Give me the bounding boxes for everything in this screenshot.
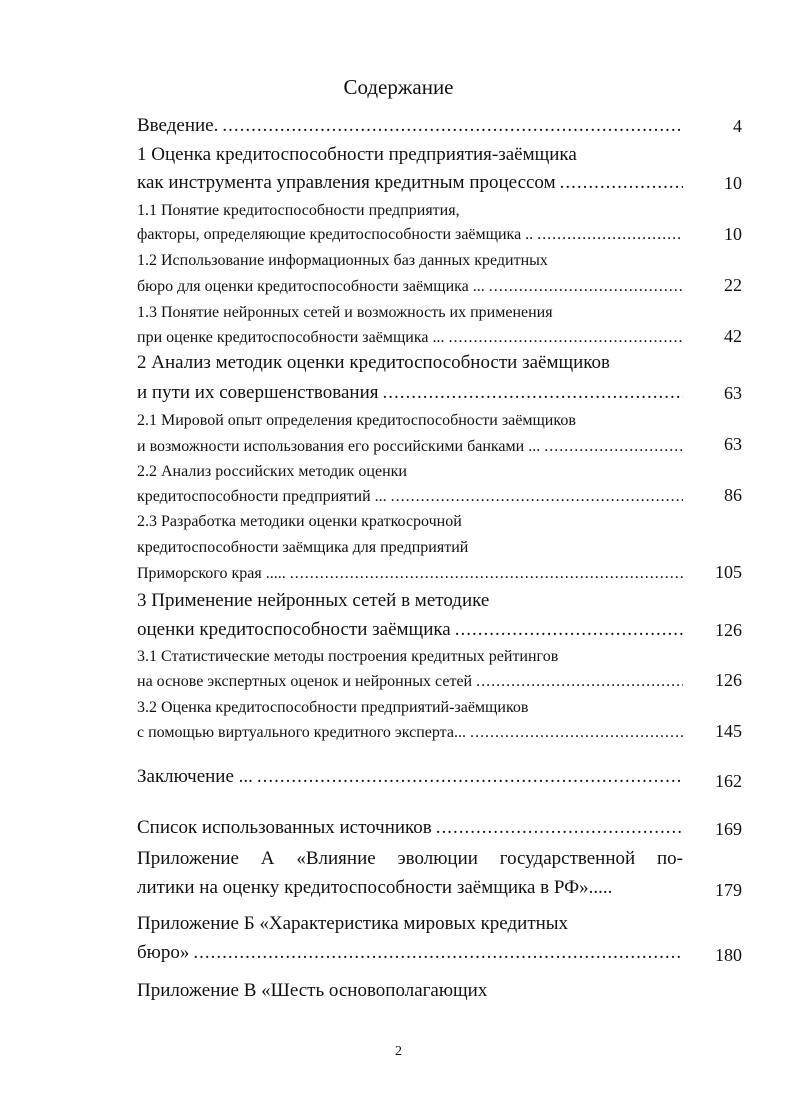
toc-entry-chapter-1-cont[interactable]: как инструмента управления кредитным процессом ..... (137, 170, 683, 196)
dot-leader (540, 436, 683, 458)
dot-leader (444, 327, 683, 349)
page-number-footer: 2 (395, 1044, 402, 1059)
toc-entry-section-2-2-cont[interactable]: кредитоспособности предприятий ... ..... (137, 486, 683, 508)
toc-page-number: 42 (724, 326, 742, 346)
toc-entry-section-3-1[interactable]: 3.1 Статистические методы построения кредитных рейтингов (137, 648, 559, 665)
dot-leader (432, 815, 683, 841)
toc-page-number: 86 (724, 485, 742, 505)
toc-page-number: 180 (715, 945, 742, 965)
toc-page-number: 169 (715, 819, 742, 839)
toc-entry-appendix-b-cont[interactable]: бюро» ..... (137, 940, 683, 966)
dot-leader (485, 276, 683, 298)
toc-entry-section-1-2-cont[interactable]: бюро для оценки кредитоспособности заёмщика ... ..... (137, 276, 683, 298)
toc-entry-section-2-3-cont2[interactable]: Приморского края ..... ..... (137, 563, 683, 585)
toc-entry-section-1-1[interactable]: 1.1 Понятие кредитоспособности предприятия, (137, 202, 460, 219)
toc-entry-section-2-1-cont[interactable]: и возможности использования его российскими банками ... ..... (137, 436, 683, 458)
toc-entry-section-3-2-cont[interactable]: с помощью виртуального кредитного эксперта... ..... (137, 722, 683, 744)
toc-entry-appendix-a-cont[interactable]: литики на оценку кредитоспособности заёмщика в РФ»..... (137, 877, 613, 898)
dot-leader (189, 940, 683, 966)
dot-leader (451, 617, 683, 643)
toc-entry-section-1-2[interactable]: 1.2 Использование информационных баз данных кредитных (137, 252, 548, 269)
toc-entry-references[interactable]: Список использованных источников ..... (137, 815, 683, 841)
toc-entry-conclusion[interactable]: Заключение ... ..... (137, 764, 683, 790)
dot-leader (472, 671, 683, 693)
dot-leader (253, 764, 683, 790)
toc-entry-chapter-2-cont[interactable]: и пути их совершенствования ..... (137, 380, 683, 406)
toc-page-number: 126 (715, 670, 742, 690)
dot-leader (286, 563, 683, 585)
toc-entry-section-2-3[interactable]: 2.3 Разработка методики оценки краткосрочной (137, 513, 462, 530)
toc-entry-chapter-3-cont[interactable]: оценки кредитоспособности заёмщика ..... (137, 617, 683, 643)
toc-entry-section-2-3-cont[interactable]: кредитоспособности заёмщика для предприятий (137, 539, 469, 556)
toc-page-number: 126 (715, 620, 742, 640)
toc-entry-section-1-3-cont[interactable]: при оценке кредитоспособности заёмщика ... ..... (137, 327, 683, 349)
toc-entry-introduction[interactable]: Введение. ..... (137, 113, 683, 139)
toc-entry-chapter-1[interactable]: 1 Оценка кредитоспособности предприятия-заёмщика (137, 144, 577, 165)
toc-page-number: 10 (724, 173, 742, 193)
dot-leader (556, 170, 683, 196)
toc-page-number: 105 (715, 562, 742, 582)
toc-entry-section-1-3[interactable]: 1.3 Понятие нейронных сетей и возможность их применения (137, 304, 553, 321)
dot-leader (387, 486, 683, 508)
toc-page-number: 162 (715, 771, 742, 791)
toc-entry-section-3-1-cont[interactable]: на основе экспертных оценок и нейронных сетей ..... (137, 671, 683, 693)
toc-page-number: 10 (724, 224, 742, 244)
toc-entry-appendix-a[interactable]: Приложение А «Влияние эволюции государственной по- (137, 848, 683, 869)
toc-page-number: 4 (733, 116, 742, 136)
toc-title: Содержание (343, 75, 454, 99)
dot-leader (533, 224, 683, 246)
toc-page-number: 63 (724, 434, 742, 454)
dot-leader (379, 380, 684, 406)
dot-leader (218, 113, 683, 139)
toc-entry-appendix-b[interactable]: Приложение Б «Характеристика мировых кредитных (137, 913, 569, 934)
toc-entry-section-2-1[interactable]: 2.1 Мировой опыт определения кредитоспособности заёмщиков (137, 412, 576, 429)
toc-page-number: 22 (724, 275, 742, 295)
toc-page-number: 145 (715, 721, 742, 741)
toc-entry-chapter-2[interactable]: 2 Анализ методик оценки кредитоспособности заёмщиков (137, 352, 611, 373)
dot-leader (466, 722, 683, 744)
toc-entry-appendix-v[interactable]: Приложение В «Шесть основополагающих (137, 980, 488, 1001)
toc-entry-section-3-2[interactable]: 3.2 Оценка кредитоспособности предприятий-заёмщиков (137, 699, 529, 716)
toc-page-number: 63 (724, 383, 742, 403)
toc-page-number: 179 (715, 880, 742, 900)
toc-entry-section-1-1-cont[interactable]: факторы, определяющие кредитоспособности заёмщика .. ..... (137, 224, 683, 246)
toc-entry-section-2-2[interactable]: 2.2 Анализ российских методик оценки (137, 463, 407, 480)
toc-entry-chapter-3[interactable]: 3 Применение нейронных сетей в методике (137, 590, 490, 611)
